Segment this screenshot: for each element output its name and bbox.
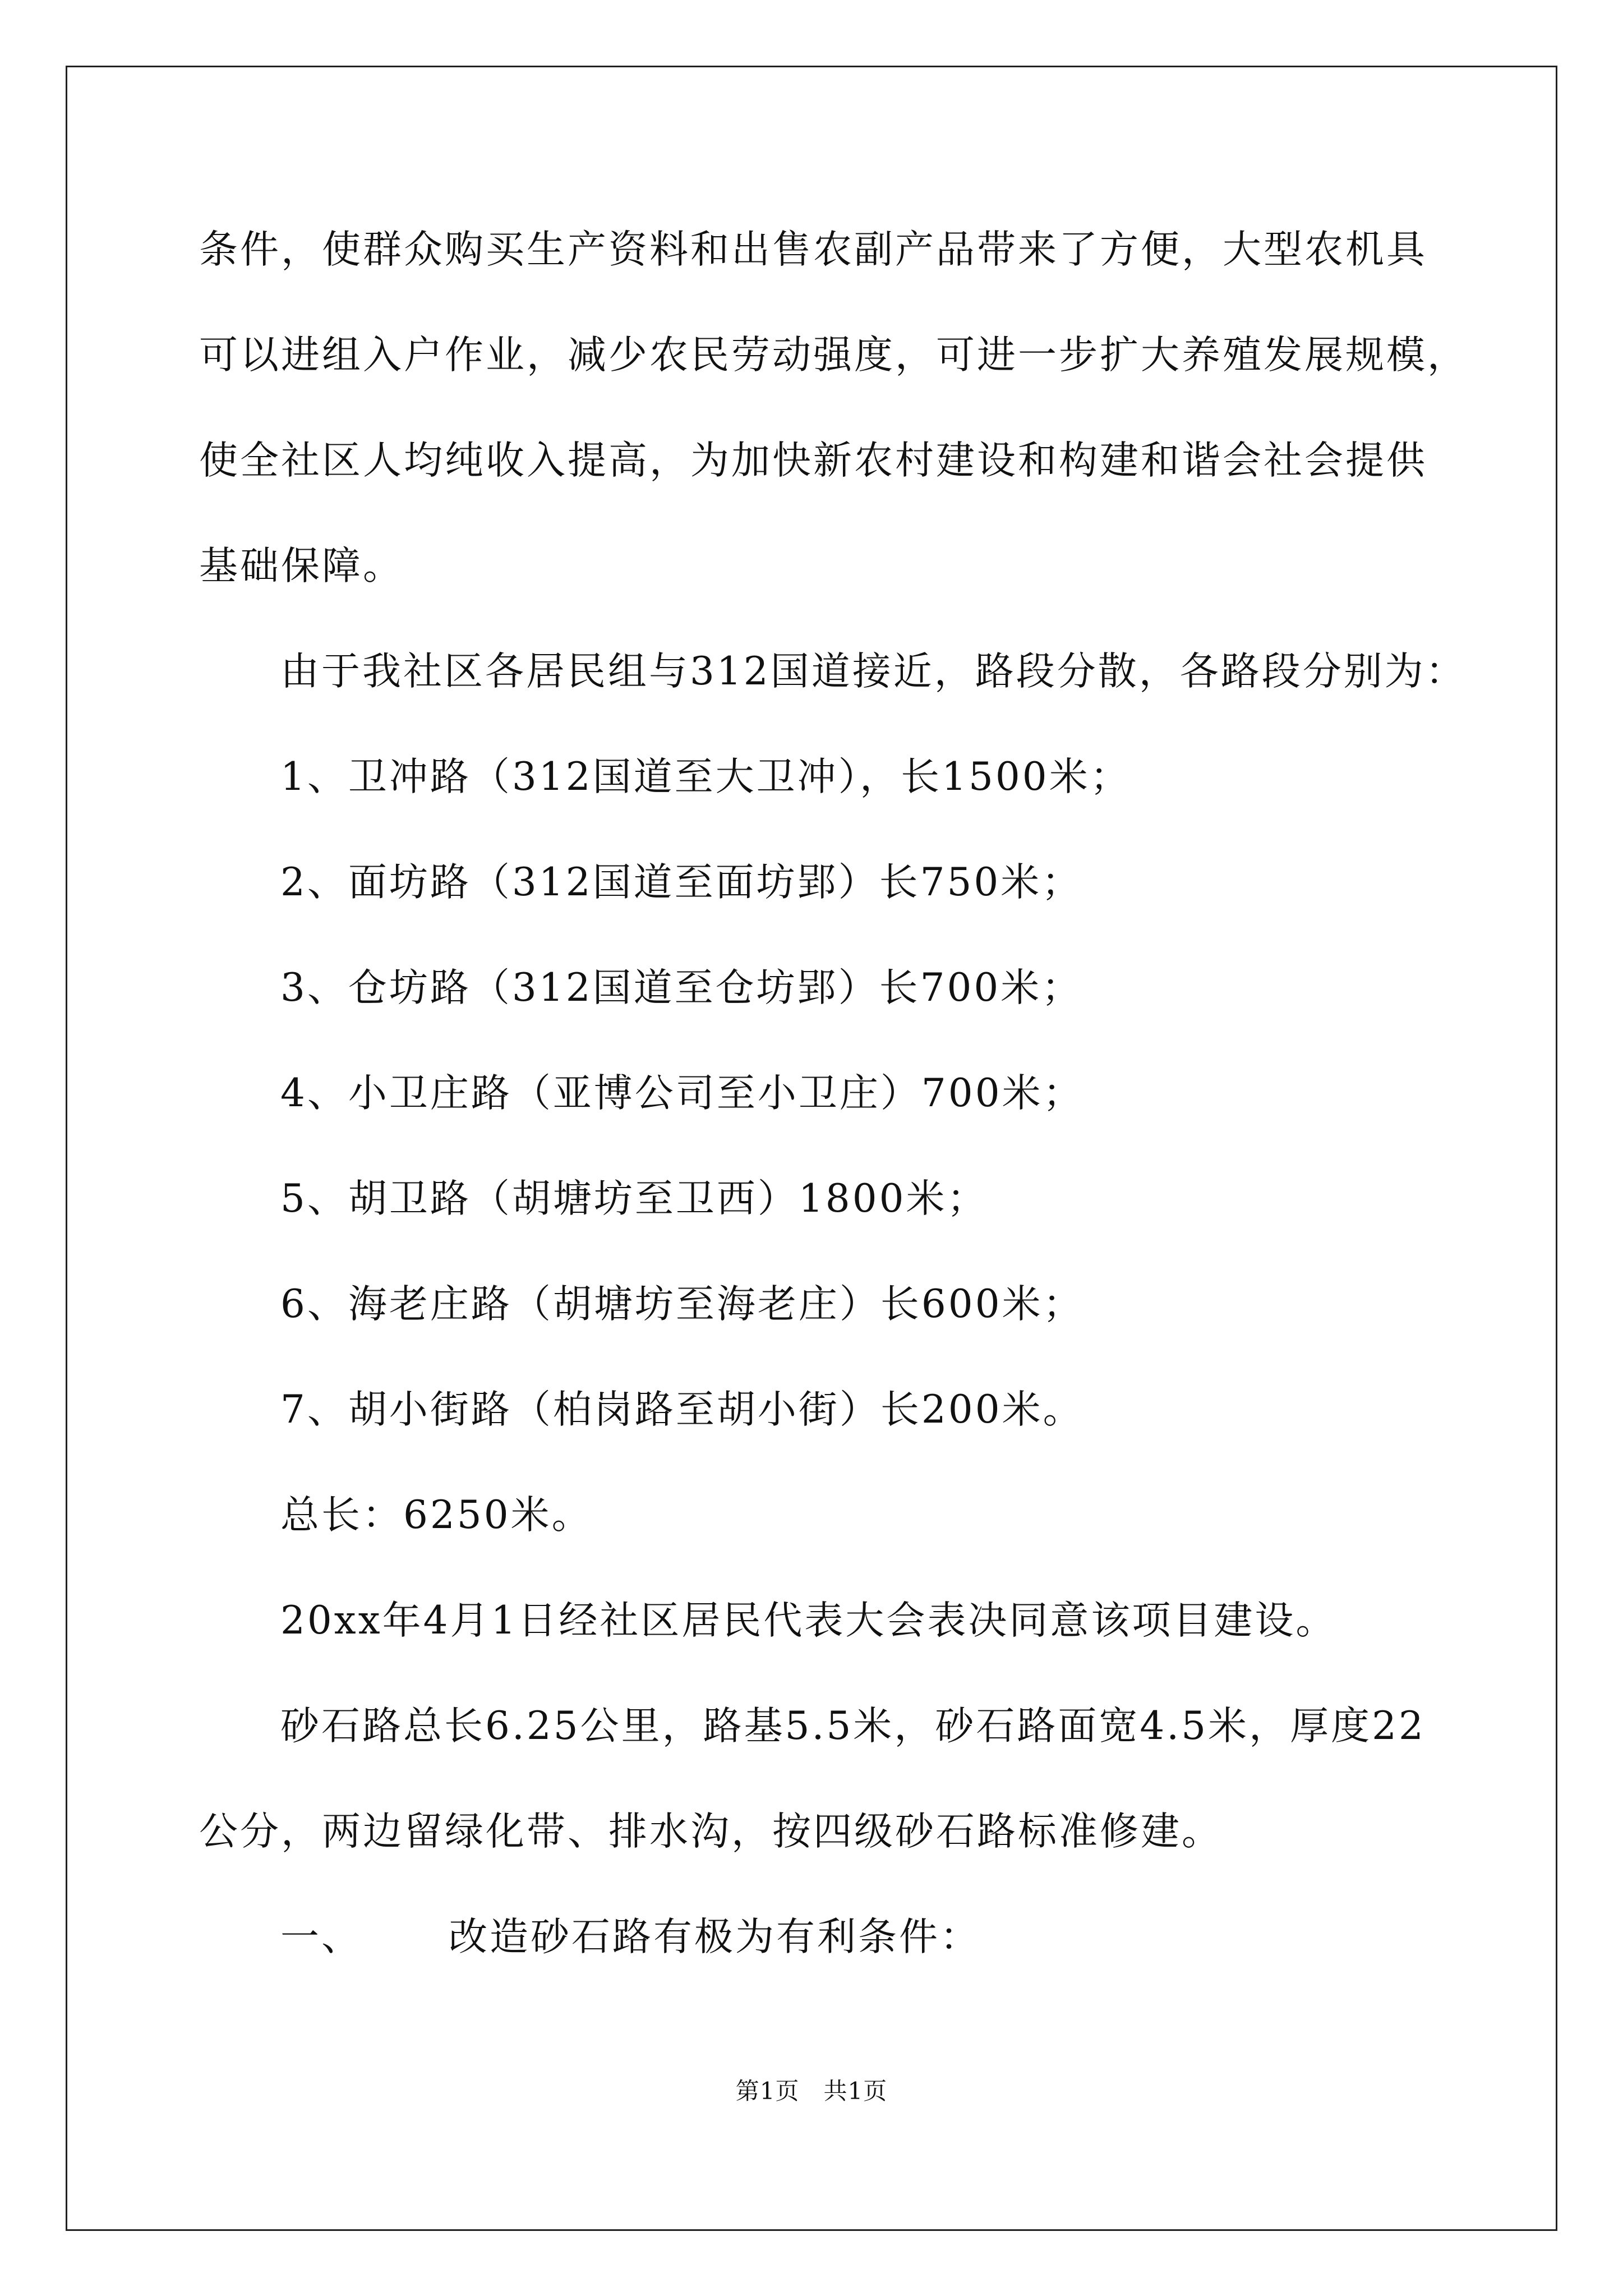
page-border (66, 66, 1557, 2231)
decision-line: 20xx年4月1日经社区居民代表大会表决同意该项目建设。 (280, 1598, 1337, 1643)
road-item: 5、胡卫路（胡塘坊至卫西）1800米； (280, 1176, 988, 1221)
paragraph-intro: 由于我社区各居民组与312国道接近，路段分散，各路段分别为： (280, 649, 1467, 694)
paragraph-line: 条件，使群众购买生产资料和出售农副产品带来了方便，大型农机具 (199, 227, 1427, 272)
road-item: 7、胡小街路（柏岗路至胡小街）长200米。 (280, 1387, 1084, 1432)
paragraph-line: 使全社区人均纯收入提高，为加快新农村建设和构建和谐会社会提供 (199, 438, 1427, 483)
total-length: 总长：6250米。 (280, 1493, 593, 1538)
road-item: 4、小卫庄路（亚博公司至小卫庄）700米； (280, 1071, 1084, 1116)
road-item: 1、卫冲路（312国道至大卫冲），长1500米； (280, 754, 1131, 799)
paragraph-line: 基础保障。 (199, 544, 404, 588)
road-item: 3、仓坊路（312国道至仓坊郢）长700米； (280, 965, 1083, 1010)
section-heading (280, 1912, 981, 1962)
road-item: 2、面坊路（312国道至面坊郢）长750米； (280, 860, 1083, 905)
spec-line: 公分，两边留绿化带、排水沟，按四级砂石路标准修建。 (199, 1809, 1223, 1854)
page-footer: 第1页 共1页 (735, 2077, 888, 2105)
paragraph-line: 可以进组入户作业，减少农民劳动强度，可进一步扩大养殖发展规模， (199, 333, 1468, 378)
section-number: 一、 (280, 1915, 362, 1959)
spec-line: 砂石路总长6.25公里，路基5.5米，砂石路面宽4.5米，厚度22 (280, 1704, 1426, 1749)
section-title: 改造砂石路有极为有利条件： (449, 1915, 981, 1959)
road-item: 6、海老庄路（胡塘坊至海老庄）长600米； (280, 1282, 1084, 1327)
